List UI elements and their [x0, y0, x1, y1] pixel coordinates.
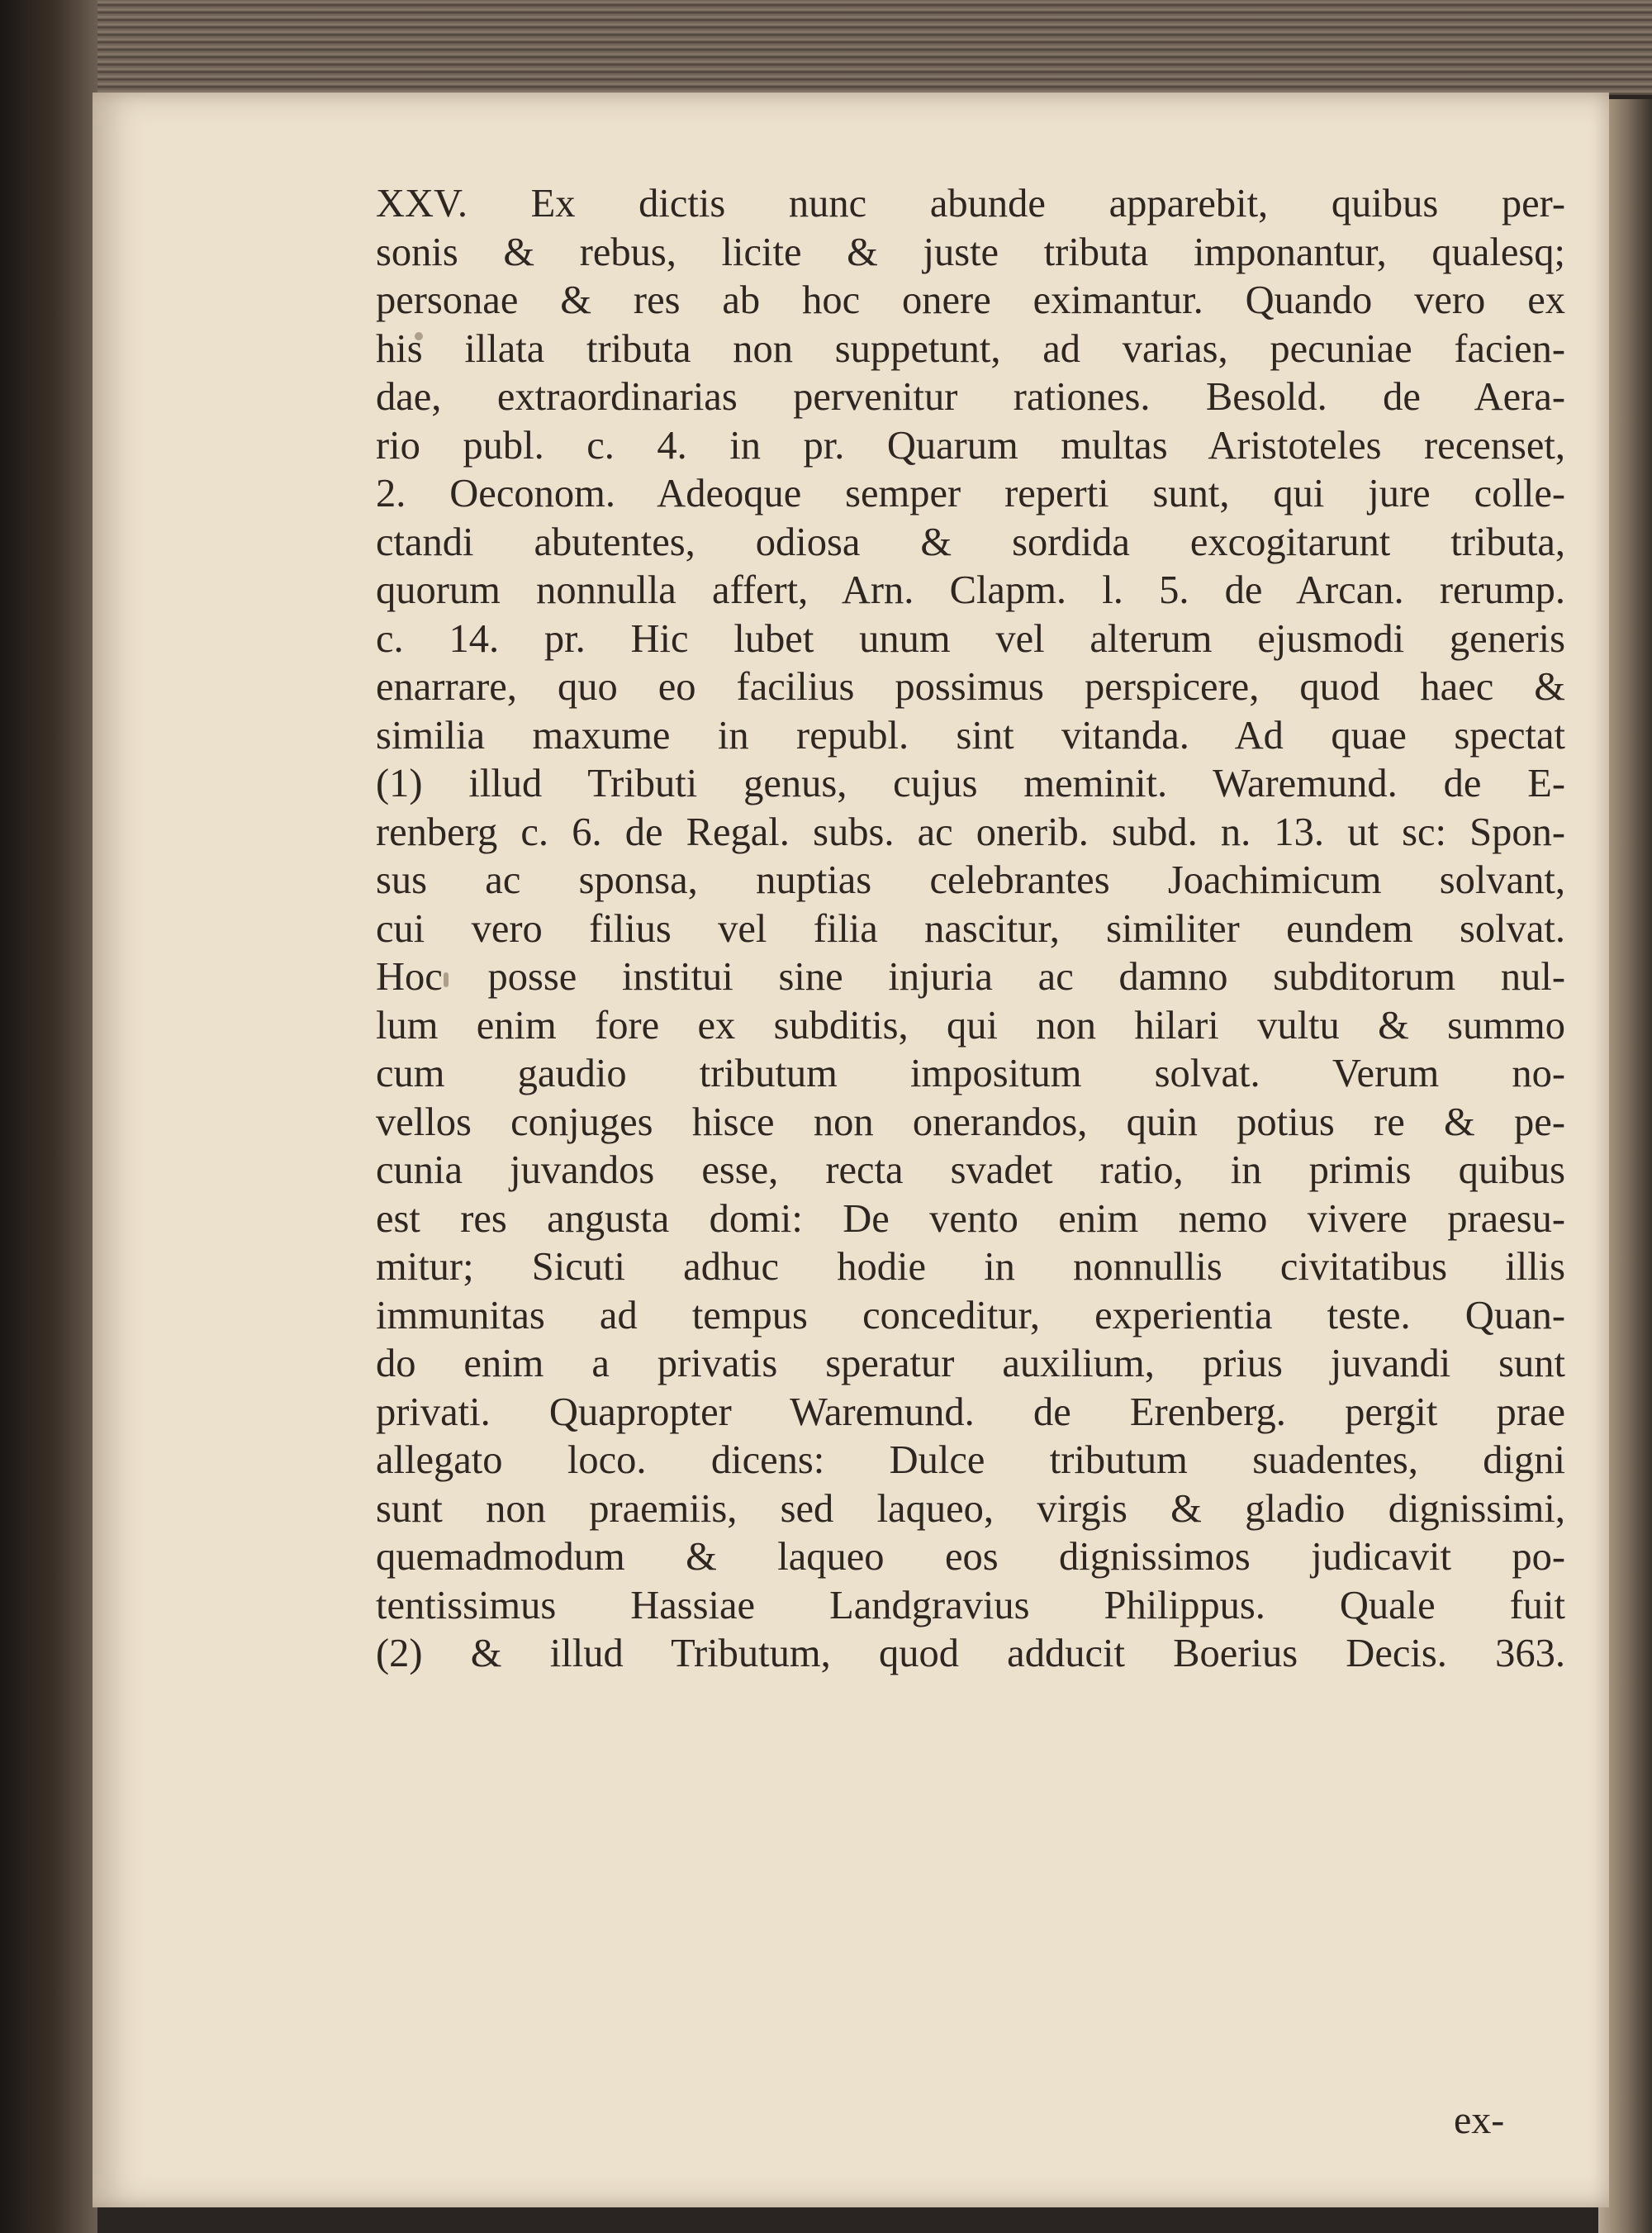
text-line: cui vero filius vel filia nascitur, similiter eundem solvat. [376, 906, 1565, 951]
text-line: enarrare, quo eo facilius possimus perspicere, quod haec & [376, 665, 1565, 709]
text-line: 2. Oeconom. Adeoque semper reperti sunt, qui jure colle- [376, 472, 1565, 515]
text-line: Hoc posse institui sine injuria ac damno subditorum nul- [376, 955, 1565, 999]
text-line: vellos conjuges hisce non onerandos, quin potius re & pe- [376, 1100, 1565, 1144]
text-line: XXV. Ex dictis nunc abunde apparebit, quibus per- [376, 182, 1565, 226]
book-page-edges [0, 0, 1652, 95]
text-line: renberg c. 6. de Regal. subs. ac onerib. subd. n. 13. ut sc: Spon- [376, 810, 1565, 854]
text-line: sus ac sponsa, nuptias celebrantes Joachimicum solvant, [376, 858, 1565, 902]
text-line: c. 14. pr. Hic lubet unum vel alterum ejusmodi generis [376, 616, 1565, 661]
text-line: dae, extraordinarias pervenitur rationes. Besold. de Aera- [376, 375, 1565, 419]
text-line: cunia juvandos esse, recta svadet ratio, in primis quibus [376, 1148, 1565, 1192]
text-line: quorum nonnulla affert, Arn. Clapm. l. 5. de Arcan. rerump. [376, 568, 1565, 612]
text-line: do enim a privatis speratur auxilium, prius juvandi sunt [376, 1342, 1565, 1385]
text-line: mitur; Sicuti adhuc hodie in nonnullis civitatibus illis [376, 1245, 1565, 1289]
text-line: lum enim fore ex subditis, qui non hilari vultu & summo [376, 1003, 1565, 1048]
text-line: est res angusta domi: De vento enim nemo vivere praesu- [376, 1196, 1565, 1241]
text-line: (1) illud Tributi genus, cujus meminit. Waremund. de E- [376, 762, 1565, 805]
text-line: privati. Quapropter Waremund. de Erenberg. pergit prae [376, 1390, 1565, 1434]
text-line: similia maxume in republ. sint vitanda. Ad quae spectat [376, 713, 1565, 758]
text-line: his illata tributa non suppetunt, ad varias, pecuniae facien- [376, 326, 1565, 371]
text-line: quemadmodum & laqueo eos dignissimos judicavit po- [376, 1535, 1565, 1579]
book-gutter [0, 0, 97, 2233]
text-line: cum gaudio tributum impositum solvat. Verum no- [376, 1052, 1565, 1095]
text-line: sunt non praemiis, sed laqueo, virgis & gladio dignissimi, [376, 1486, 1565, 1531]
text-line: rio publ. c. 4. in pr. Quarum multas Aristoteles recenset, [376, 423, 1565, 468]
text-line: allegato loco. dicens: Dulce tributum suadentes, digni [376, 1438, 1565, 1482]
body-text [376, 180, 1565, 1679]
text-line: immunitas ad tempus conceditur, experientia teste. Quan- [376, 1293, 1565, 1337]
text-line: sonis & rebus, licite & juste tributa imponantur, qualesq; [376, 230, 1565, 274]
text-line: personae & res ab hoc onere eximantur. Quando vero ex [376, 278, 1565, 322]
text-line: (2) & illud Tributum, quod adducit Boerius Decis. 363. [376, 1632, 1565, 1675]
text-line: tentissimus Hassiae Landgravius Philippus. Quale fuit [376, 1583, 1565, 1627]
text-line: ctandi abutentes, odiosa & sordida excogitarunt tributa, [376, 520, 1565, 564]
catchword: ex- [1454, 2098, 1505, 2142]
